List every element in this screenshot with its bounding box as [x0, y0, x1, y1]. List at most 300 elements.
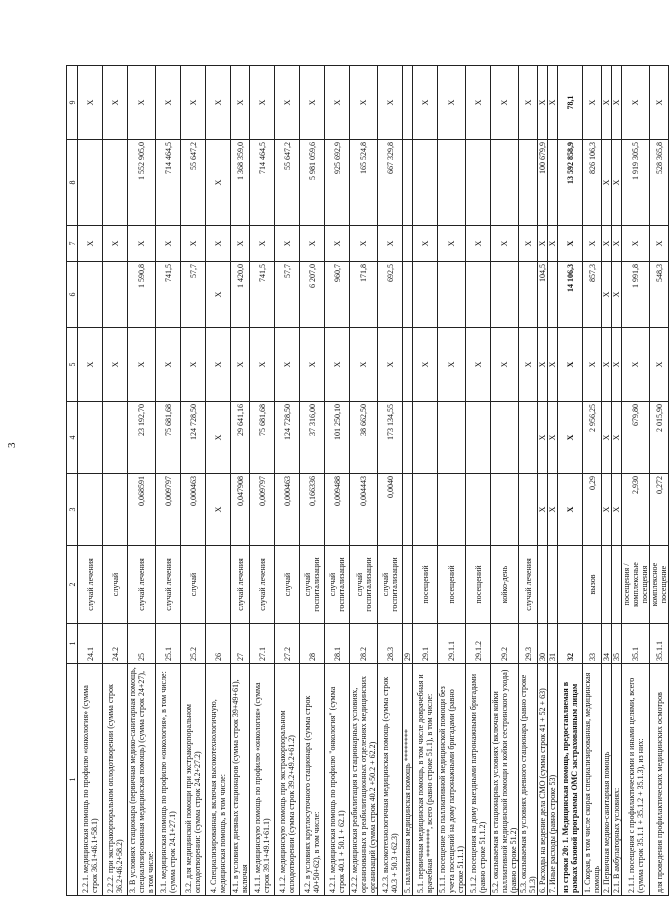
row-code-cell: 24.2 — [103, 624, 128, 664]
value-cell: 23 192,70 — [128, 402, 156, 474]
value-cell: 741,5 — [156, 262, 181, 328]
value-cell: 5 981 059,6 — [300, 140, 325, 226]
value-cell: X — [378, 226, 403, 262]
table-row — [103, 66, 128, 896]
table-row — [275, 66, 300, 896]
value-cell — [78, 262, 103, 328]
table-row — [128, 66, 156, 896]
value-cell — [403, 474, 413, 546]
value-cell — [78, 474, 103, 546]
column-number: 8 — [67, 140, 78, 226]
value-cell: 2 956,25 — [583, 402, 602, 474]
value-cell — [438, 262, 466, 328]
table-row — [650, 66, 669, 896]
row-unit-cell — [558, 546, 583, 624]
value-cell: 0,004443 — [350, 474, 378, 546]
value-cell: X — [538, 328, 548, 402]
value-cell: 0,068591 — [128, 474, 156, 546]
value-cell: X — [438, 66, 466, 140]
value-cell: X — [491, 328, 519, 402]
value-cell: X — [538, 402, 548, 474]
row-name-cell: 4.2.3. высокотехнологичная медицинская помощь (сумма строк 40.3 + 50.3 +62.3) — [378, 664, 403, 896]
row-name-cell: 4.1. в условиях дневных стационаров (сумма строк 39+49+61), включая — [231, 664, 250, 896]
value-cell: X — [103, 66, 128, 140]
row-code-cell: 29.1 — [413, 624, 438, 664]
value-cell: X — [206, 262, 231, 328]
value-cell: X — [548, 226, 558, 262]
table-row — [378, 66, 403, 896]
value-cell: X — [612, 140, 622, 226]
value-cell: X — [548, 328, 558, 402]
value-cell — [466, 262, 491, 328]
value-cell: X — [612, 226, 622, 262]
value-cell: X — [378, 66, 403, 140]
value-cell: X — [250, 66, 275, 140]
row-name-cell: 2.2.2. при экстракорпоральном оплодотворении (сумма строк 36.2+46.2+58.2) — [103, 664, 128, 896]
value-cell: 2 015,90 — [650, 402, 669, 474]
table-row — [519, 66, 538, 896]
value-cell — [466, 402, 491, 474]
value-cell: X — [156, 66, 181, 140]
value-cell: X — [350, 328, 378, 402]
value-cell: 101 250,10 — [325, 402, 350, 474]
row-unit-cell — [206, 546, 231, 624]
value-cell: X — [650, 328, 669, 402]
value-cell: X — [300, 226, 325, 262]
value-cell — [403, 226, 413, 262]
table-row — [156, 66, 181, 896]
value-cell — [491, 474, 519, 546]
value-cell: X — [231, 328, 250, 402]
value-cell — [78, 402, 103, 474]
row-unit-cell — [548, 546, 558, 624]
value-cell: 0,272 — [650, 474, 669, 546]
row-code-cell: 28 — [300, 624, 325, 664]
row-unit-cell: случай лечения — [250, 546, 275, 624]
table-row — [250, 66, 275, 896]
row-unit-cell: посещения / комплексные посещения — [622, 546, 650, 624]
value-cell: X — [128, 226, 156, 262]
column-number: 7 — [67, 226, 78, 262]
column-number: 1 — [67, 624, 78, 664]
value-cell: 0,0040 — [378, 474, 403, 546]
value-cell: X — [300, 328, 325, 402]
value-cell: X — [438, 328, 466, 402]
table-row — [403, 66, 413, 896]
table-body — [78, 66, 669, 896]
row-name-cell: 2. Первичная медико-санитарная помощь — [602, 664, 612, 896]
value-cell: X — [558, 402, 583, 474]
value-cell: X — [466, 328, 491, 402]
value-cell: 57,7 — [275, 262, 300, 328]
row-code-cell: 26 — [206, 624, 231, 664]
value-cell: 165 524,8 — [350, 140, 378, 226]
value-cell — [519, 402, 538, 474]
row-unit-cell: койко-день — [491, 546, 519, 624]
row-code-cell: 28.2 — [350, 624, 378, 664]
value-cell: 55 647,2 — [275, 140, 300, 226]
value-cell: 0,009488 — [325, 474, 350, 546]
value-cell: 75 681,68 — [156, 402, 181, 474]
value-cell: X — [622, 66, 650, 140]
value-cell: X — [103, 328, 128, 402]
row-name-cell: из строки 20: 1. Медицинская помощь, предоставляемая в рамках базовой программы ОМС застрахованным лицам — [558, 664, 583, 896]
value-cell: X — [519, 226, 538, 262]
value-cell: 0,000463 — [181, 474, 206, 546]
value-cell — [519, 140, 538, 226]
value-cell: X — [602, 226, 612, 262]
row-code-cell: 29.1.1 — [438, 624, 466, 664]
row-unit-cell: случай госпитализации — [378, 546, 403, 624]
value-cell: 171,8 — [350, 262, 378, 328]
row-code-cell: 25 — [128, 624, 156, 664]
value-cell: X — [325, 66, 350, 140]
value-cell: X — [650, 66, 669, 140]
value-cell: X — [558, 226, 583, 262]
row-name-cell: 4.2.2. медицинская реабилитация в стационарных условиях, организованных в реабилитационных отделениях медицинских организаций (сумма строк 40.2 +50.2 + 62.2) — [350, 664, 378, 896]
row-unit-cell: случай — [181, 546, 206, 624]
row-unit-cell — [602, 546, 612, 624]
table-row — [231, 66, 250, 896]
row-name-cell: 2.1.1. посещения с профилактическими и иными целями, всего (сумма строк 35.1.1 + 35.1.2 + 35.1.3), из них: — [622, 664, 650, 896]
value-cell: 1 368 359,0 — [231, 140, 250, 226]
column-number: 1 — [67, 664, 78, 896]
value-cell — [548, 262, 558, 328]
row-name-cell: 4.1.1. медицинскую помощь по профилю «онкология» (сумма строк 39.1+49.1+61.1) — [250, 664, 275, 896]
value-cell: X — [350, 66, 378, 140]
value-cell: 667 329,8 — [378, 140, 403, 226]
value-cell: X — [519, 66, 538, 140]
value-cell: X — [103, 226, 128, 262]
value-cell: 6 207,0 — [300, 262, 325, 328]
value-cell: X — [275, 328, 300, 402]
value-cell: 0,29 — [583, 474, 602, 546]
value-cell: X — [275, 66, 300, 140]
value-cell: 124 728,50 — [275, 402, 300, 474]
row-code-cell: 30 — [538, 624, 548, 664]
value-cell: X — [78, 226, 103, 262]
value-cell: X — [583, 226, 602, 262]
value-cell: X — [538, 66, 548, 140]
row-code-cell: 35 — [612, 624, 622, 664]
value-cell: X — [466, 226, 491, 262]
value-cell: X — [558, 474, 583, 546]
value-cell: X — [519, 328, 538, 402]
value-cell: 0,166336 — [300, 474, 325, 546]
value-cell: X — [231, 226, 250, 262]
value-cell — [548, 140, 558, 226]
row-code-cell: 34 — [602, 624, 612, 664]
value-cell: 1 590,8 — [128, 262, 156, 328]
row-unit-cell — [612, 546, 622, 624]
value-cell: X — [602, 402, 612, 474]
value-cell — [103, 474, 128, 546]
value-cell — [78, 140, 103, 226]
table-row — [548, 66, 558, 896]
row-code-cell: 29.1.2 — [466, 624, 491, 664]
table-row — [622, 66, 650, 896]
row-code-cell: 25.2 — [181, 624, 206, 664]
row-name-cell: 4.2. в условиях круглосуточного стационара (сумма строк 40+50+62), в том числе: — [300, 664, 325, 896]
value-cell — [403, 328, 413, 402]
row-name-cell: 7. Иные расходы (равно строке 53) — [548, 664, 558, 896]
value-cell: X — [325, 328, 350, 402]
value-cell: 714 464,5 — [156, 140, 181, 226]
value-cell — [491, 262, 519, 328]
value-cell — [438, 474, 466, 546]
row-unit-cell: случай госпитализации — [325, 546, 350, 624]
row-code-cell: 24.1 — [78, 624, 103, 664]
page-number: 3 — [6, 442, 18, 448]
value-cell: 38 662,50 — [350, 402, 378, 474]
row-name-cell: 2.1. В амбулаторных условиях: — [612, 664, 622, 896]
value-cell: 714 464,5 — [250, 140, 275, 226]
row-unit-cell — [538, 546, 548, 624]
value-cell: X — [78, 66, 103, 140]
column-number: 6 — [67, 262, 78, 328]
value-cell: 14 106,3 — [558, 262, 583, 328]
value-cell: 57,7 — [181, 262, 206, 328]
value-cell — [413, 140, 438, 226]
row-unit-cell: случай лечения — [128, 546, 156, 624]
row-code-cell: 33 — [583, 624, 602, 664]
value-cell: 0,047908 — [231, 474, 250, 546]
value-cell: X — [612, 474, 622, 546]
value-cell: X — [350, 226, 378, 262]
value-cell — [403, 262, 413, 328]
value-cell — [438, 140, 466, 226]
row-name-cell: 1. Скорая, в том числе скорая специализированная, медицинская помощь — [583, 664, 602, 896]
value-cell: X — [602, 262, 612, 328]
column-number: 5 — [67, 328, 78, 402]
row-unit-cell: посещений — [438, 546, 466, 624]
row-code-cell: 35.1 — [622, 624, 650, 664]
value-cell: X — [612, 66, 622, 140]
row-unit-cell: случай — [275, 546, 300, 624]
value-cell: 548,3 — [650, 262, 669, 328]
row-code-cell: 27.2 — [275, 624, 300, 664]
value-cell: 13 592 858,9 — [558, 140, 583, 226]
value-cell — [491, 140, 519, 226]
table-row — [350, 66, 378, 896]
row-code-cell: 29 — [403, 624, 413, 664]
value-cell — [403, 402, 413, 474]
value-cell — [413, 474, 438, 546]
row-unit-cell: случай госпитализации — [300, 546, 325, 624]
table-row — [491, 66, 519, 896]
table-row — [602, 66, 612, 896]
row-unit-cell: случай лечения — [231, 546, 250, 624]
value-cell: 692,5 — [378, 262, 403, 328]
row-code-cell: 28.1 — [325, 624, 350, 664]
value-cell: 0,009797 — [156, 474, 181, 546]
value-cell: X — [583, 328, 602, 402]
row-name-cell: 5.1.1. посещение по паллиативной медицинской помощи без учета посещений на дому патронажными бригадами (равно строке 51.1.1) — [438, 664, 466, 896]
value-cell: 37 316,00 — [300, 402, 325, 474]
row-name-cell: 3. В условиях стационара (первичная медико-санитарная помощь, специализированная медицинская помощь) (сумма строк 24+27), в том числе: — [128, 664, 156, 896]
value-cell: X — [275, 226, 300, 262]
value-cell: X — [250, 226, 275, 262]
row-name-cell: 5.3. оказываемая в условиях дневного стационара (равно строке 51.3) — [519, 664, 538, 896]
value-cell: 173 134,55 — [378, 402, 403, 474]
value-cell: X — [602, 474, 612, 546]
value-cell: 75 681,68 — [250, 402, 275, 474]
row-code-cell: 29.2 — [491, 624, 519, 664]
table-row — [558, 66, 583, 896]
value-cell: X — [612, 262, 622, 328]
row-code-cell: 31 — [548, 624, 558, 664]
value-cell — [466, 140, 491, 226]
value-cell: X — [650, 226, 669, 262]
value-cell: X — [612, 328, 622, 402]
column-number: 3 — [67, 474, 78, 546]
value-cell — [413, 402, 438, 474]
value-cell — [403, 66, 413, 140]
value-cell: X — [128, 66, 156, 140]
value-cell: 1 420,0 — [231, 262, 250, 328]
column-number: 2 — [67, 546, 78, 624]
value-cell: X — [206, 402, 231, 474]
value-cell: 100 679,9 — [538, 140, 548, 226]
row-unit-cell — [403, 546, 413, 624]
value-cell: 124 728,50 — [181, 402, 206, 474]
value-cell: 29 641,16 — [231, 402, 250, 474]
row-name-cell: 5.1. первичная медицинская помощь, в том числе доврачебная и врачебная *******, всего (равно строке 51.1), в том числе: — [413, 664, 438, 896]
value-cell — [519, 262, 538, 328]
row-code-cell: 35.1.1 — [650, 624, 669, 664]
row-code-cell: 29.3 — [519, 624, 538, 664]
table-row — [413, 66, 438, 896]
value-cell: 857,3 — [583, 262, 602, 328]
value-cell: X — [466, 66, 491, 140]
value-cell: X — [491, 66, 519, 140]
value-cell: X — [78, 328, 103, 402]
row-name-cell: 4.1.2. медицинскую помощь при экстракорпоральном оплодотворении (сумма строк 39.2+49.2+61.2) — [275, 664, 300, 896]
value-cell: X — [413, 66, 438, 140]
value-cell: X — [622, 226, 650, 262]
value-cell: X — [300, 66, 325, 140]
value-cell: X — [156, 328, 181, 402]
value-cell: 78,1 — [558, 66, 583, 140]
value-cell: X — [438, 226, 466, 262]
row-name-cell: 4.2.1. медицинская помощь по профилю "онкология" (сумма строк 40.1 + 50.1 + 62.1) — [325, 664, 350, 896]
row-code-cell: 25.1 — [156, 624, 181, 664]
row-name-cell: 3.1. медицинская помощь по профилю «онкология», в том числе: (сумма строк 24.1+27.1) — [156, 664, 181, 896]
rotated-table-container — [66, 66, 668, 896]
value-cell: X — [128, 328, 156, 402]
value-cell: X — [548, 66, 558, 140]
value-cell: 528 365,8 — [650, 140, 669, 226]
value-cell: X — [602, 66, 612, 140]
value-cell — [103, 402, 128, 474]
value-cell: X — [548, 474, 558, 546]
value-cell: 925 692,9 — [325, 140, 350, 226]
value-cell: X — [622, 328, 650, 402]
value-cell — [103, 140, 128, 226]
column-number: 4 — [67, 402, 78, 474]
value-cell — [403, 140, 413, 226]
row-name-cell: 3.2. для медицинской помощи при экстракорпоральном оплодотворении: (сумма строк 24.2+27.2) — [181, 664, 206, 896]
row-code-cell: 27 — [231, 624, 250, 664]
tariff-table — [66, 65, 669, 896]
value-cell: X — [538, 226, 548, 262]
table-row — [181, 66, 206, 896]
value-cell: 1 919 305,5 — [622, 140, 650, 226]
row-name-cell: 6. Расходы на ведение дела СМО (сумма строк 41 + 52 + 63) — [538, 664, 548, 896]
value-cell: X — [413, 328, 438, 402]
value-cell: X — [206, 140, 231, 226]
row-unit-cell: посещений — [413, 546, 438, 624]
value-cell: 104,5 — [538, 262, 548, 328]
value-cell: X — [491, 226, 519, 262]
value-cell — [466, 474, 491, 546]
table-row — [612, 66, 622, 896]
value-cell: X — [181, 66, 206, 140]
value-cell: 960,7 — [325, 262, 350, 328]
row-name-cell: 4. Специализированная, включая высокотехнологичную, медицинская помощь, в том числе: — [206, 664, 231, 896]
table-row — [466, 66, 491, 896]
value-cell — [519, 474, 538, 546]
table-row — [583, 66, 602, 896]
value-cell: X — [206, 66, 231, 140]
value-cell: X — [583, 66, 602, 140]
table-row — [325, 66, 350, 896]
row-code-cell: 32 — [558, 624, 583, 664]
row-name-cell: для проведения профилактических медицинских осмотров — [650, 664, 669, 896]
row-name-cell: 5.2. оказываемая в стационарных условиях (включая койки паллиативной медицинской помощи и койки сестринского ухода) (равно строке 51.2) — [491, 664, 519, 896]
value-cell — [413, 262, 438, 328]
row-unit-cell: посещений — [466, 546, 491, 624]
row-name-cell: 5.1.2. посещения на дому выездными патронажными бригадами (равно строке 51.1.2) — [466, 664, 491, 896]
value-cell: X — [231, 66, 250, 140]
value-cell — [103, 262, 128, 328]
value-cell: X — [250, 328, 275, 402]
value-cell: X — [538, 474, 548, 546]
value-cell: X — [206, 474, 231, 546]
row-code-cell: 27.1 — [250, 624, 275, 664]
value-cell: X — [602, 328, 612, 402]
table-row — [438, 66, 466, 896]
value-cell: X — [206, 226, 231, 262]
row-unit-cell: случай — [103, 546, 128, 624]
value-cell: 741,5 — [250, 262, 275, 328]
row-name-cell: 5. паллиативная медицинская помощь ******** — [403, 664, 413, 896]
value-cell: X — [413, 226, 438, 262]
value-cell: X — [558, 328, 583, 402]
value-cell: X — [156, 226, 181, 262]
value-cell: 0,009797 — [250, 474, 275, 546]
value-cell: 2,930 — [622, 474, 650, 546]
value-cell: 1 552 905,0 — [128, 140, 156, 226]
value-cell: 0,000463 — [275, 474, 300, 546]
value-cell: X — [206, 328, 231, 402]
row-unit-cell: вызов — [583, 546, 602, 624]
table-row — [300, 66, 325, 896]
row-unit-cell: случай лечения — [519, 546, 538, 624]
value-cell: X — [181, 226, 206, 262]
table-row — [78, 66, 103, 896]
row-code-cell: 28.3 — [378, 624, 403, 664]
table-row — [206, 66, 231, 896]
value-cell: X — [325, 226, 350, 262]
value-cell: 55 647,2 — [181, 140, 206, 226]
row-unit-cell: комплексное посещение — [650, 546, 669, 624]
value-cell: X — [612, 402, 622, 474]
value-cell: 1 991,8 — [622, 262, 650, 328]
value-cell: X — [181, 328, 206, 402]
value-cell: 826 106,3 — [583, 140, 602, 226]
value-cell: 679,80 — [622, 402, 650, 474]
